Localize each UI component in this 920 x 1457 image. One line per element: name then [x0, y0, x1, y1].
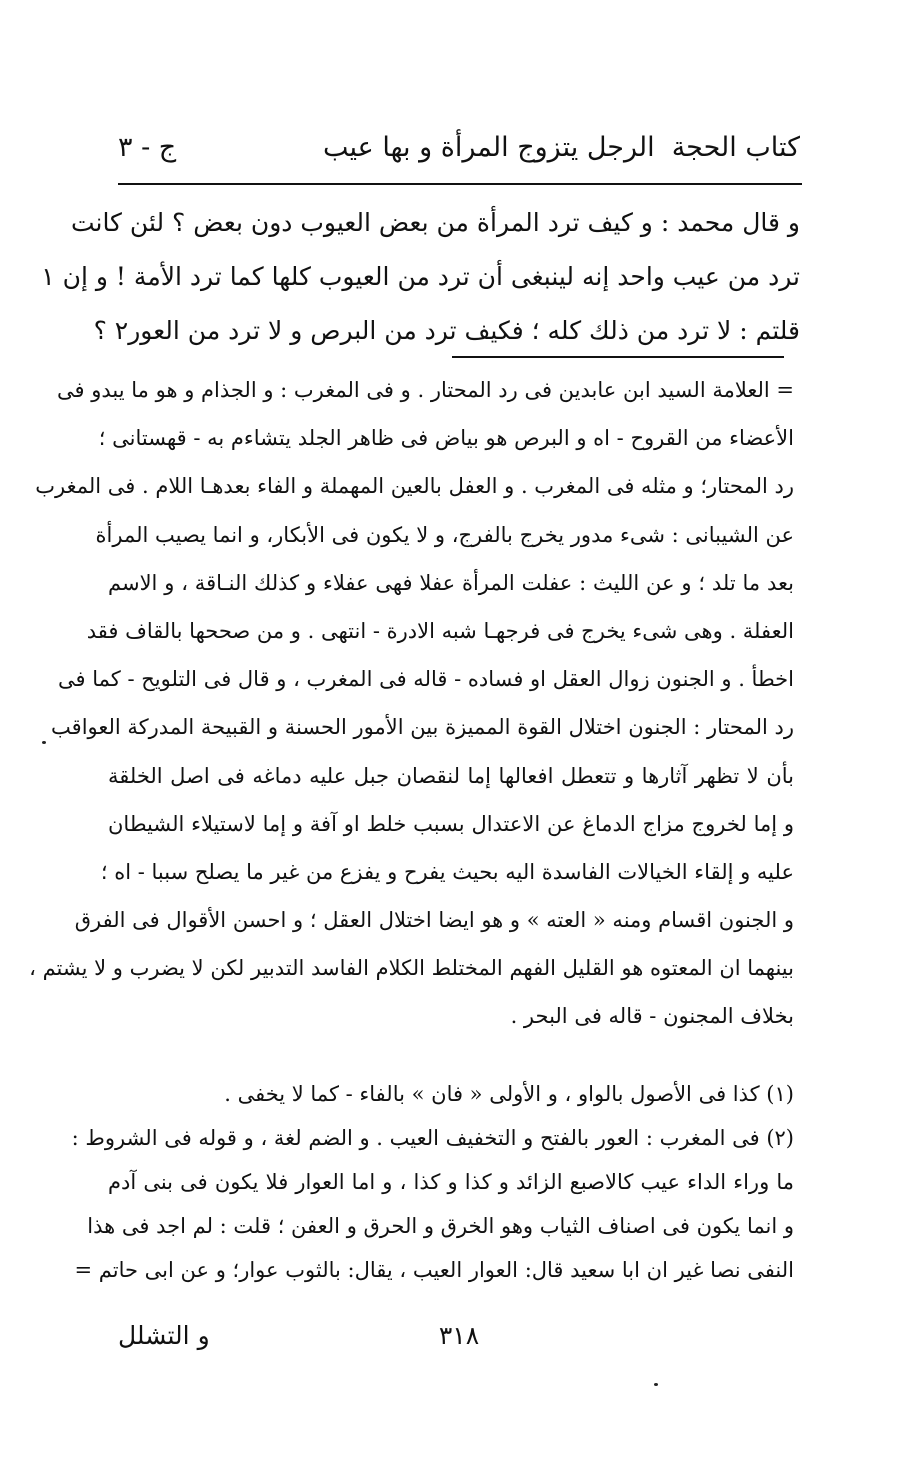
page-footer [118, 1316, 800, 1356]
page-number: ٣١٨ [438, 1321, 480, 1350]
footnote-line: و إما لخروج مزاج الدماغ عن الاعتدال بسبب خلط او آفة و إما لاستيلاء الشيطان [108, 811, 794, 836]
footnote-line: اخطأ . و الجنون زوال العقل او فساده - قاله فى المغرب ، و قال فى التلويح - كما فى [58, 667, 794, 692]
footnote-line: = العلامة السيد ابن عابدين فى رد المحتار . و فى المغرب : و الجذام و هو ما يبدو فى [57, 378, 794, 402]
footnote-line: الأعضاء من القروح - اه و البرص هو بياض فى ظاهر الجلد يتشاءم به - قهستانى ؛ [98, 426, 794, 451]
scan-speck [654, 1383, 658, 1386]
footnote-continuation [29, 366, 794, 1041]
footnote-line: و انما يكون فى اصناف الثياب وهو الخرق و الحرق و العفن ؛ قلت : لم اجد فى هذا [87, 1214, 794, 1238]
footnote-line: (١) كذا فى الأصول بالواو ، و الأولى « فان » بالفاء - كما لا يخفى . [224, 1082, 794, 1106]
scan-speck [42, 741, 46, 744]
footnote-line: بأن لا تظهر آثارها و تتعطل افعالها إما لنقصان جبل عليه دماغه فى اصل الخلقة [108, 763, 794, 788]
volume-number: ج - ٣ [118, 132, 177, 163]
footnote-1 [108, 1072, 794, 1116]
running-header [118, 128, 800, 168]
footnote-line: رد المحتار : الجنون اختلال القوة المميزة بين الأمور الحسنة و القبيحة المدركة العواقب [51, 715, 794, 740]
footnote-line: رد المحتار؛ و مثله فى المغرب . و العفل بالعين المهملة و الفاء بعدهـا اللام . فى المغرب [35, 474, 794, 499]
chapter-title: الرجل يتزوج المرأة و بها عيب [323, 132, 655, 163]
main-text [41, 196, 800, 358]
footnote-line: بينهما ان المعتوه هو القليل الفهم المختلط الكلام الفاسد التدبير لكن لا يضرب و لا يشتم ، [29, 956, 794, 981]
footnote-line: العفلة . وهى شىء يخرج فى فرجهـا شبه الادرة - انتهى . و من صححها بالقاف فقد [86, 618, 794, 643]
header-rule [118, 183, 802, 185]
footnote-line: (٢) فى المغرب : العور بالفتح و التخفيف العيب . و الضم لغة ، و قوله فى الشروط : [71, 1126, 794, 1150]
book-title: كتاب الحجة [671, 132, 800, 163]
footnote-line: عن الشيبانى : شىء مدور يخرج بالفرج، و لا يكون فى الأبكار، و انما يصيب المرأة [95, 522, 794, 547]
main-text-line: قلتم : لا ترد من ذلك كله ؛ فكيف ترد من البرص و لا ترد من العور٢ ؟ [93, 316, 800, 345]
footnote-line: عليه و إلقاء الخيالات الفاسدة اليه بحيث يفرح و يفزع من غير ما يصلح سببا - اه ؛ [100, 859, 794, 884]
footnote-line: و الجنون اقسام ومنه « العته » و هو ايضا اختلال العقل ؛ و احسن الأقوال فى الفرق [74, 908, 794, 933]
main-text-line: و قال محمد : و كيف ترد المرأة من بعض العيوب دون بعض ؟ لئن كانت [70, 208, 800, 237]
footnote-2 [71, 1116, 794, 1292]
footnote-line: بعد ما تلد ؛ و عن الليث : عفلت المرأة عفلا فهى عفلاء و كذلك النـاقة ، و الاسم [108, 570, 794, 595]
catchword: و التشلل [118, 1321, 210, 1350]
footnote-line: النفى نصا غير ان ابا سعيد قال: العوار العيب ، يقال: بالثوب عوار؛ و عن ابى حاتم = [74, 1258, 794, 1282]
footnote-separator-rule [452, 356, 784, 358]
main-text-line: ترد من عيب واحد إنه لينبغى أن ترد من العيوب كلها كما ترد الأمة ! و إن ١ [41, 262, 800, 291]
footnote-line: ما وراء الداء عيب كالاصبع الزائد و كذا و كذا ، و اما العوار فلا يكون فى بنى آدم [108, 1170, 794, 1194]
footnote-line: بخلاف المجنون - قاله فى البحر . [510, 1004, 794, 1029]
